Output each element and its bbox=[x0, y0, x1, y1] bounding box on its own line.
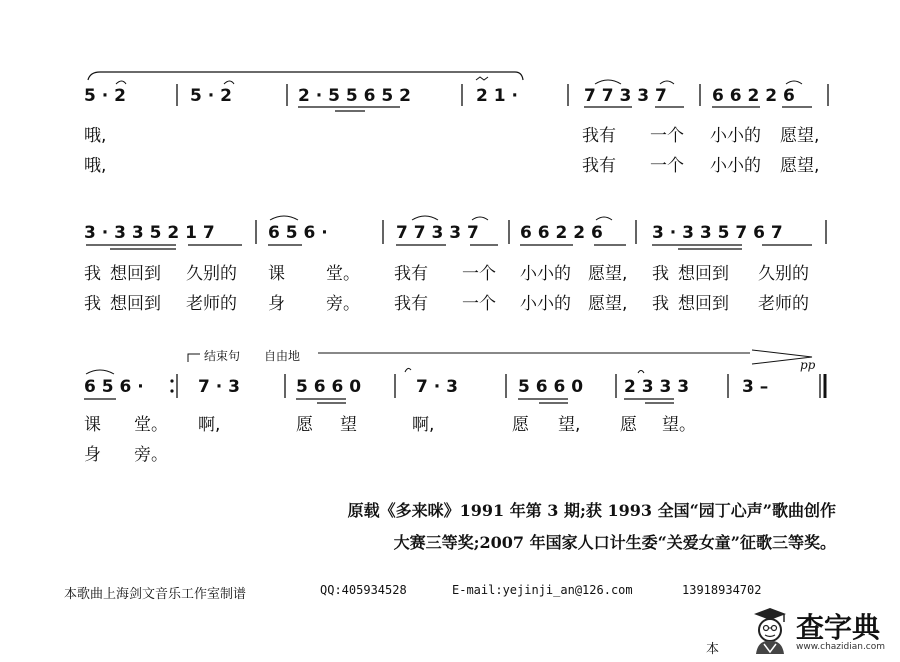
lyric-1a-4: 愿望, bbox=[780, 126, 820, 146]
lyric-3b-1: 旁。 bbox=[134, 445, 168, 465]
lyric-2b-8: 愿望, bbox=[588, 294, 628, 314]
measure-2-3: 7 7 3 3 7 bbox=[396, 223, 479, 243]
footer-email: E-mail:yejinji_an@126.com bbox=[452, 583, 633, 597]
lyric-1b-3: 小小的 bbox=[710, 156, 761, 176]
lyric-2b-4: 旁。 bbox=[326, 294, 360, 314]
lyric-3a-3: 愿 bbox=[296, 415, 313, 435]
dynamic-marking: pp bbox=[800, 358, 816, 372]
lyric-2b-6: 一个 bbox=[462, 294, 496, 314]
lyric-1b-2: 一个 bbox=[650, 156, 684, 176]
lyric-1b-4: 愿望, bbox=[780, 156, 820, 176]
measure-1-4: 2 1 · bbox=[476, 86, 518, 106]
footer-phone: 13918934702 bbox=[682, 583, 762, 597]
lyric-2b-10: 想回到 bbox=[678, 294, 729, 314]
lyric-1a-2: 一个 bbox=[650, 126, 684, 146]
measure-1-6: 6 6 2 2 6 bbox=[712, 86, 795, 106]
measure-2-1: 3 · 3 3 5 2 1 7 bbox=[84, 223, 215, 243]
measure-3-5: 5 6 6 0 bbox=[518, 377, 584, 397]
lyric-2a-3: 课 bbox=[268, 264, 285, 284]
lyric-3a-2: 啊, bbox=[198, 415, 221, 435]
lyric-2b-2: 老师的 bbox=[186, 294, 237, 314]
measure-3-3: 5 6 6 0 bbox=[296, 377, 362, 397]
lyric-1a-0: 哦, bbox=[84, 126, 107, 146]
lyric-2a-9: 我 bbox=[652, 264, 669, 284]
lyric-2b-5: 我有 bbox=[394, 294, 428, 314]
lyric-2a-10: 想回到 bbox=[678, 264, 729, 284]
lyric-3a-7: 望, bbox=[558, 415, 581, 435]
lyric-3a-8: 愿 bbox=[620, 415, 637, 435]
measure-3-7: 3 – bbox=[742, 377, 769, 397]
lyric-3a-1: 堂。 bbox=[134, 415, 168, 435]
lyric-3a-0: 课 bbox=[84, 415, 101, 435]
measure-2-2: 6 5 6 · bbox=[268, 223, 328, 243]
lyric-1a-3: 小小的 bbox=[710, 126, 761, 146]
watermark-logo bbox=[740, 600, 890, 656]
lyric-1b-1: 我有 bbox=[582, 156, 616, 176]
measure-2-5: 3 · 3 3 5 7 6 7 bbox=[652, 223, 783, 243]
lyric-2a-6: 一个 bbox=[462, 264, 496, 284]
lyric-2b-9: 我 bbox=[652, 294, 669, 314]
lyric-3a-5: 啊, bbox=[412, 415, 435, 435]
footer-studio: 本歌曲上海剑文音乐工作室制谱 bbox=[64, 587, 247, 602]
lyric-1b-0: 哦, bbox=[84, 156, 107, 176]
lyric-2a-4: 堂。 bbox=[326, 264, 360, 284]
watermark-url: www.chazidian.com bbox=[796, 642, 886, 652]
credit-line-1: 原载《多来咪》1991 年第 3 期;获 1993 全国“园丁心声”歌曲创作 bbox=[347, 501, 836, 520]
lyric-2b-3: 身 bbox=[268, 294, 285, 314]
lyric-3a-6: 愿 bbox=[512, 415, 529, 435]
lyric-2a-0: 我 bbox=[84, 264, 101, 284]
credit-line-2: 大赛三等奖;2007 年国家人口计生委“关爱女童”征歌三等奖。 bbox=[393, 533, 836, 552]
measure-3-4: 7 · 3 bbox=[416, 377, 458, 397]
watermark-title: 查字典 bbox=[796, 611, 881, 644]
lyric-2a-5: 我有 bbox=[394, 264, 428, 284]
tempo-marking: 自由地 bbox=[264, 349, 301, 363]
lyric-2a-11: 久别的 bbox=[758, 264, 809, 284]
lyric-1a-1: 我有 bbox=[582, 126, 616, 146]
lyric-2b-7: 小小的 bbox=[520, 294, 571, 314]
measure-2-4: 6 6 2 2 6 bbox=[520, 223, 603, 243]
lyric-2a-2: 久别的 bbox=[186, 264, 237, 284]
ending-annotation: 结束句 bbox=[204, 349, 241, 363]
measure-1-5: 7 7 3 3 7 bbox=[584, 86, 667, 106]
lyric-2b-1: 想回到 bbox=[110, 294, 161, 314]
lyric-3a-4: 望 bbox=[340, 415, 357, 435]
measure-1-1: 5 · 2 bbox=[84, 86, 126, 106]
lyric-2b-11: 老师的 bbox=[758, 294, 809, 314]
lyric-2a-7: 小小的 bbox=[520, 264, 571, 284]
lyric-3a-9: 望。 bbox=[662, 415, 696, 435]
footer-qq: QQ:405934528 bbox=[320, 583, 407, 597]
measure-3-2: 7 · 3 bbox=[198, 377, 240, 397]
measure-3-6: 2 3 3 3 bbox=[624, 377, 690, 397]
lyric-2b-0: 我 bbox=[84, 294, 101, 314]
lyric-2a-8: 愿望, bbox=[588, 264, 628, 284]
lyric-3b-0: 身 bbox=[84, 445, 101, 465]
measure-1-3: 2 · 5 5 6 5 2 bbox=[298, 86, 411, 106]
lyric-2a-1: 想回到 bbox=[110, 264, 161, 284]
measure-1-2: 5 · 2 bbox=[190, 86, 232, 106]
measure-3-1: 6 5 6 · bbox=[84, 377, 144, 397]
footer-partial-text: 本 bbox=[706, 642, 720, 657]
